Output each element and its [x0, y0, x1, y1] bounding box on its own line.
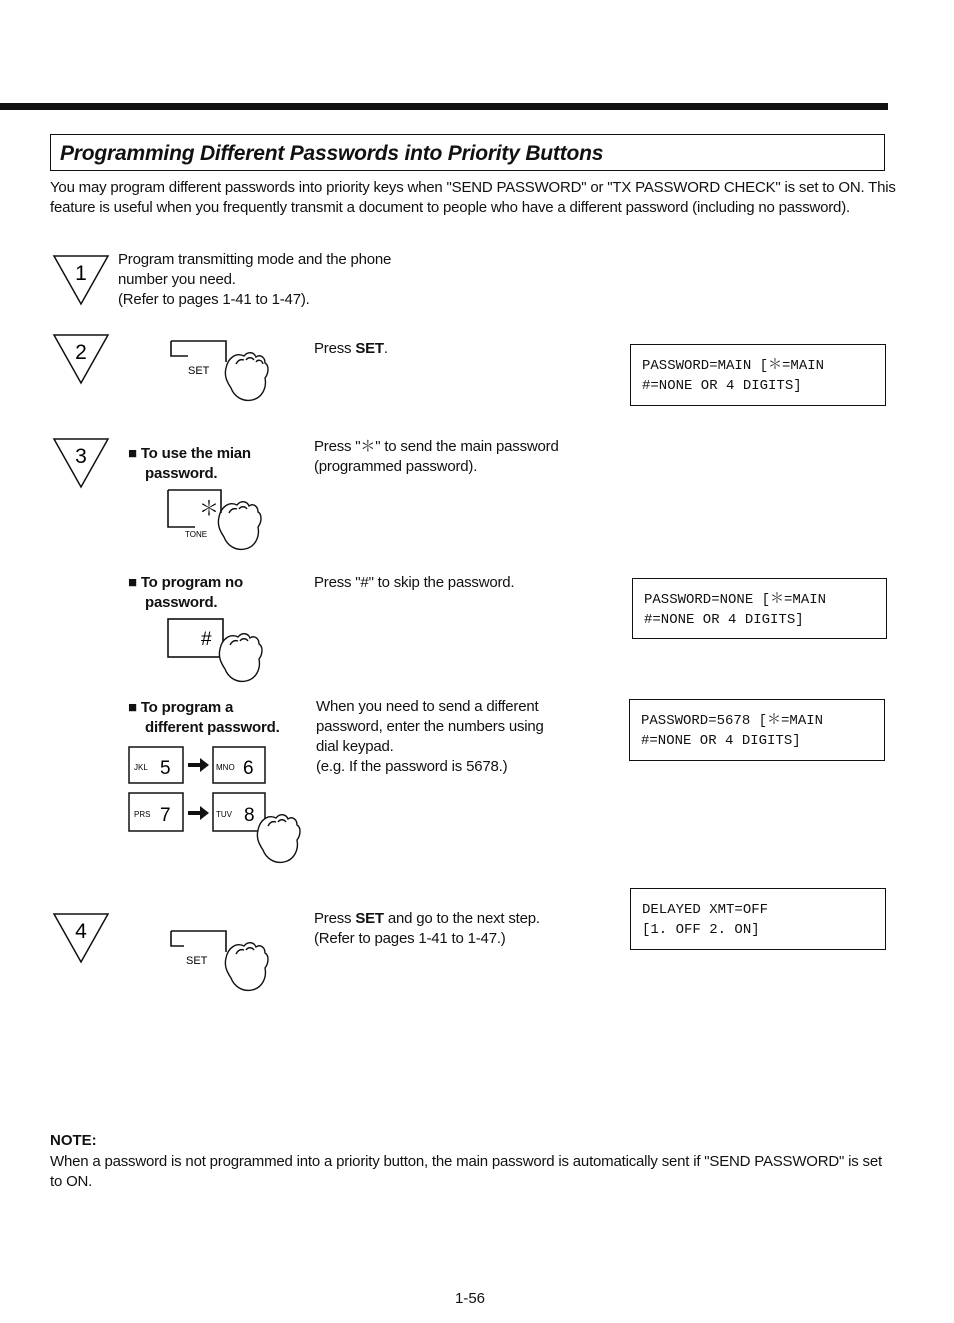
instruction-line: (e.g. If the password is 5678.): [316, 758, 508, 775]
heading-line: password.: [145, 594, 218, 611]
heading-line: different password.: [145, 719, 280, 736]
step-2-triangle-icon: [52, 333, 110, 385]
step-3-triangle-icon: [52, 437, 110, 489]
key-6-letters: MNO: [216, 763, 235, 772]
pointing-hand-icon: [225, 353, 268, 401]
heading-line: ■ To use the mian: [128, 445, 251, 462]
heading-line: ■ To program no: [128, 574, 243, 591]
step-1-text: [118, 250, 391, 310]
display-line: #=NONE OR 4 DIGITS]: [641, 733, 801, 749]
display-password-none: [632, 578, 887, 639]
page-number: 1-56: [455, 1290, 486, 1307]
set-bold: SET: [355, 910, 384, 927]
note-heading: NOTE:: [50, 1132, 97, 1149]
instruction-line: password, enter the numbers using: [316, 718, 544, 735]
tone-key-label: TONE: [185, 530, 208, 539]
pointing-hand-icon: [219, 634, 262, 682]
section-title: Programming Different Passwords into Priority Buttons: [60, 142, 604, 165]
pointing-hand-icon: [225, 943, 268, 991]
key-5-letters: JKL: [134, 763, 148, 772]
step-2-number: 2: [75, 341, 87, 364]
star-tone-key-icon: [165, 487, 265, 553]
key-8-letters: TUV: [216, 810, 232, 819]
set-bold: SET: [355, 340, 384, 357]
keypad-sequence-icon: [126, 744, 316, 872]
instruction-line: Press SET and go to the next step.: [314, 910, 540, 927]
key-5-digit: 5: [160, 758, 171, 779]
instruction-line: (Refer to pages 1-41 to 1-47.): [314, 930, 506, 947]
display-line: #=NONE OR 4 DIGITS]: [642, 378, 802, 394]
set-key-label: SET: [186, 955, 208, 967]
option-none-instruction: Press "#" to skip the password.: [314, 574, 515, 591]
instruction-line: (programmed password).: [314, 458, 478, 475]
pointing-hand-icon: [257, 815, 300, 863]
press-suffix: .: [383, 340, 388, 357]
step-3-number: 3: [75, 445, 87, 468]
key-7-digit: 7: [160, 805, 171, 826]
instruction-line: When you need to send a different: [316, 698, 539, 715]
step-4-instruction: [314, 909, 540, 949]
step-1-line: number you need.: [118, 271, 236, 288]
step-1-number: 1: [75, 262, 87, 285]
step-1-triangle-icon: [52, 254, 110, 306]
option-different-heading: [128, 698, 280, 738]
instruction-line: Press "＊" to send the main password: [314, 438, 559, 455]
note-text: When a password is not programmed into a priority button, the main password is automatically sent if "SEND PASSWORD" is set to ON.: [50, 1153, 882, 1190]
display-line: [1. OFF 2. ON]: [642, 922, 760, 938]
key-7-letters: PRS: [134, 810, 151, 819]
set-key-label: SET: [188, 365, 210, 377]
step-1-line: Program transmitting mode and the phone: [118, 251, 392, 268]
step-4-number: 4: [75, 920, 87, 943]
step-2-instruction: [314, 339, 388, 359]
option-none-heading: [128, 573, 243, 613]
press-prefix: Press: [314, 340, 356, 357]
display-line: #=NONE OR 4 DIGITS]: [644, 612, 804, 628]
hash-key-icon: [166, 617, 266, 683]
display-password-5678: [629, 699, 885, 761]
hash-key-symbol: #: [201, 629, 212, 650]
display-line: DELAYED XMT=OFF: [642, 902, 769, 918]
display-line: PASSWORD=MAIN [＊=MAIN: [642, 358, 825, 374]
pointing-hand-icon: [218, 502, 261, 550]
display-password-main: [630, 344, 886, 406]
top-rule: [0, 103, 888, 110]
star-key-symbol: ＊: [199, 498, 219, 520]
heading-line: password.: [145, 465, 218, 482]
key-8-digit: 8: [244, 805, 255, 826]
display-line: PASSWORD=5678 [＊=MAIN: [641, 713, 824, 729]
display-line: PASSWORD=NONE [＊=MAIN: [644, 592, 827, 608]
step-4-triangle-icon: [52, 912, 110, 964]
intro-paragraph: You may program different passwords into priority keys when "SEND PASSWORD" or "TX PASSWORD CHECK" is set to ON. This feature is useful when you frequently transmit a document to people who have a different password (including no password).: [50, 179, 896, 216]
instruction-line: dial keypad.: [316, 738, 394, 755]
set-key-icon: [168, 928, 273, 994]
option-main-instruction: [314, 437, 559, 477]
display-delayed-xmt: [630, 888, 886, 950]
key-6-digit: 6: [243, 758, 254, 779]
option-main-heading: [128, 444, 251, 484]
option-different-instruction: [316, 697, 544, 777]
step-1-line: (Refer to pages 1-41 to 1-47).: [118, 291, 310, 308]
heading-line: ■ To program a: [128, 699, 234, 716]
set-key-icon: [168, 338, 273, 404]
